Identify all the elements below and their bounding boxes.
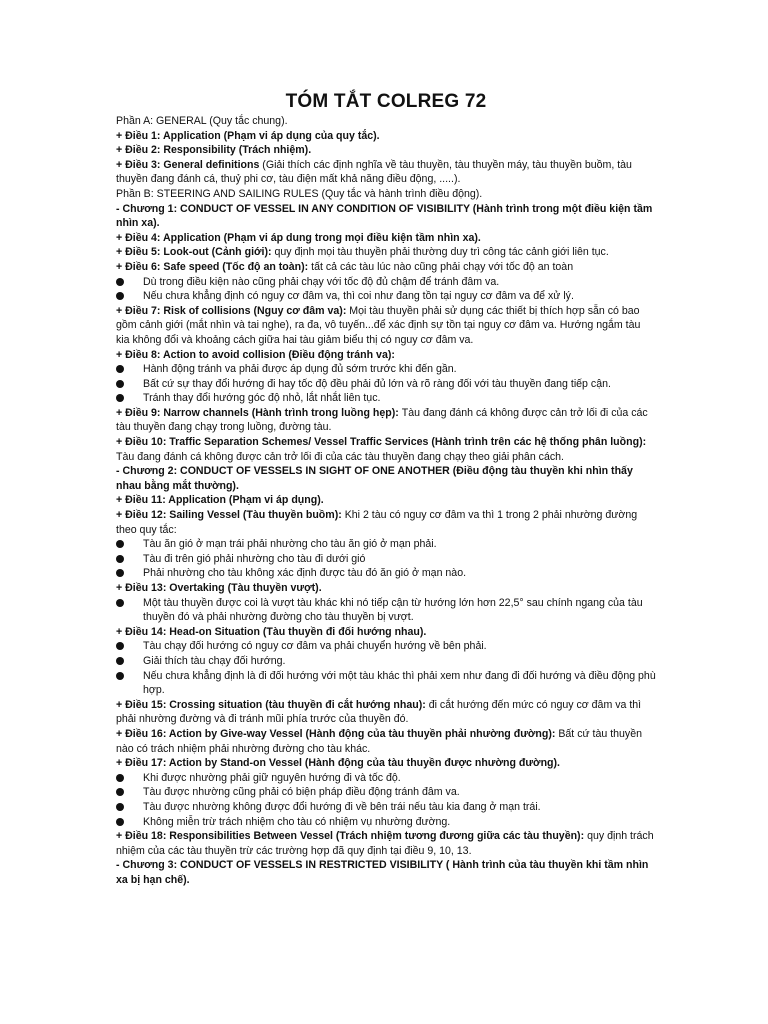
bold-text: - Chương 3: CONDUCT OF VESSELS IN RESTRICTED VISIBILITY ( Hành trình của tàu thuyền khi tầm nhìn xa bị hạn chế). bbox=[116, 859, 649, 886]
text-line bbox=[116, 581, 656, 596]
bullet-icon bbox=[116, 788, 124, 796]
text-line bbox=[116, 304, 656, 348]
bullet-icon bbox=[116, 599, 124, 607]
bullet-icon bbox=[116, 803, 124, 811]
bullet-icon bbox=[116, 642, 124, 650]
body-text: Một tàu thuyền được coi là vượt tàu khác khi nó tiếp cận từ hướng lớn hơn 22,5° sau chính ngang của tàu thuyền đó và phải nhường đường cho tàu thuyền bị vượt. bbox=[143, 596, 643, 624]
bullet-icon bbox=[116, 292, 124, 300]
body-text: Khi 2 tàu có nguy cơ đâm va thì 1 trong 2 phải nhường đường theo quy tắc: bbox=[116, 509, 638, 536]
text-line bbox=[116, 187, 656, 202]
text-line bbox=[116, 202, 656, 231]
bullet-icon bbox=[116, 569, 124, 577]
bullet-icon bbox=[116, 672, 124, 680]
body-text: quy định trách nhiệm của các tàu thuyền trừ các trường hợp đã quy định tại điều 9, 10, 13. bbox=[116, 830, 654, 857]
bullet-item bbox=[116, 771, 656, 786]
bullet-item bbox=[116, 639, 656, 654]
bold-text: + Điều 16: Action by Give-way Vessel (Hành động của tàu thuyền phải nhường đường): bbox=[116, 727, 559, 740]
body-text: Tàu ăn gió ở mạn trái phải nhường cho tàu ăn gió ở mạn phải. bbox=[143, 538, 437, 551]
body-text: Mọi tàu thuyền phải sử dụng các thiết bị thích hợp sẵn có bao gồm cảnh giới (mắt nhìn và tai nghe), ra đa, vô tuyến...để xác định sự tồn tại nguy cơ đâm va. Hướng ngắm tàu kia không đổi và khoảng cách giữa hai tàu giảm biểu thị có nguy cơ đâm va. bbox=[116, 304, 641, 346]
text-line bbox=[116, 348, 656, 363]
body-text: tất cả các tàu lúc nào cũng phải chạy với tốc độ an toàn bbox=[311, 260, 574, 273]
bullet-item bbox=[116, 669, 656, 698]
bullet-icon bbox=[116, 774, 124, 782]
bold-text: + Điều 13: Overtaking (Tàu thuyền vượt). bbox=[116, 582, 322, 594]
body-text: Phần A: GENERAL (Quy tắc chung). bbox=[116, 115, 288, 127]
text-line bbox=[116, 464, 656, 493]
text-line bbox=[116, 625, 656, 640]
body-text: Nếu chưa khẳng định có nguy cơ đâm va, thì coi như đang tồn tại nguy cơ đâm va để xử lý. bbox=[143, 290, 574, 303]
body-text: Dù trong điều kiện nào cũng phải chạy với tốc độ đủ chậm để tránh đâm va. bbox=[143, 275, 500, 288]
bullet-icon bbox=[116, 555, 124, 563]
text-line bbox=[116, 727, 656, 756]
text-line bbox=[116, 129, 656, 144]
bold-text: + Điều 17: Action by Stand-on Vessel (Hành động của tàu thuyền được nhường đường). bbox=[116, 757, 560, 770]
body-text: quy định mọi tàu thuyền phải thường duy trì công tác cảnh giới liên tục. bbox=[274, 246, 609, 259]
text-line bbox=[116, 493, 656, 508]
text-line bbox=[116, 231, 656, 246]
bold-text: + Điều 8: Action to avoid collision (Điều động tránh va): bbox=[116, 348, 395, 361]
body-text: Giải thích tàu chạy đối hướng. bbox=[143, 654, 286, 667]
bold-text: - Chương 2: CONDUCT OF VESSELS IN SIGHT OF ONE ANOTHER (Điều động tàu thuyền khi nhìn thấy nhau bằng mắt thường). bbox=[116, 465, 633, 492]
text-line bbox=[116, 858, 656, 887]
bold-text: + Điều 9: Narrow channels (Hành trình trong luồng hẹp): bbox=[116, 406, 402, 419]
body-text: Hành động tránh va phải được áp dụng đủ sớm trước khi đến gần. bbox=[143, 363, 457, 376]
bullet-icon bbox=[116, 380, 124, 388]
text-line bbox=[116, 114, 656, 129]
bullet-item bbox=[116, 785, 656, 800]
bullet-item bbox=[116, 815, 656, 830]
bullet-item bbox=[116, 552, 656, 567]
bullet-icon bbox=[116, 657, 124, 665]
body-text: Bất cứ tàu thuyền nào có trách nhiệm phải nhường đường cho tàu khác. bbox=[116, 727, 642, 755]
body-text: (Giải thích các định nghĩa về tàu thuyền, tàu thuyền máy, tàu thuyền buồm, tàu thuyền đang đánh cá, thuỷ phi cơ, tàu điện mất khả năng điều động, .....). bbox=[116, 158, 632, 186]
document-title: TÓM TẮT COLREG 72 bbox=[285, 91, 487, 112]
bold-text: + Điều 2: Responsibility (Trách nhiệm). bbox=[116, 144, 312, 157]
bold-text: + Điều 3: General definitions bbox=[116, 158, 263, 171]
body-text: Bất cứ sự thay đổi hướng đi hay tốc độ đều phải đủ lớn và rõ ràng đối với tàu thuyền đang tiếp cận. bbox=[143, 377, 611, 390]
bullet-icon bbox=[116, 365, 124, 373]
bullet-item bbox=[116, 289, 656, 304]
text-line bbox=[116, 698, 656, 727]
bold-text: - Chương 1: CONDUCT OF VESSEL IN ANY CONDITION OF VISIBILITY (Hành trình trong một điều kiện tầm nhìn xa). bbox=[116, 202, 653, 230]
body-text: Tàu được nhường không được đổi hướng đi về bên trái nếu tàu kia đang ở mạn trái. bbox=[143, 800, 541, 813]
bold-text: + Điều 15: Crossing situation (tàu thuyền đi cắt hướng nhau): bbox=[116, 698, 429, 711]
body-text: Nếu chưa khẳng định là đi đối hướng với một tàu khác thì phải xem như đang đi đối hướng và điều động phù hợp. bbox=[143, 669, 656, 697]
bullet-icon bbox=[116, 278, 124, 286]
text-line bbox=[116, 158, 656, 187]
bullet-item bbox=[116, 596, 656, 625]
bullet-item bbox=[116, 362, 656, 377]
body-text: Tàu chạy đối hướng có nguy cơ đâm va phải chuyển hướng về bên phải. bbox=[143, 640, 487, 653]
bullet-icon bbox=[116, 818, 124, 826]
bullet-item bbox=[116, 566, 656, 581]
document-body bbox=[116, 114, 656, 887]
bold-text: + Điều 18: Responsibilities Between Vessel (Trách nhiệm tương đương giữa các tàu thuyền): bbox=[116, 830, 588, 843]
body-text: Tàu được nhường cũng phải có biện pháp điều động tránh đâm va. bbox=[143, 786, 460, 799]
body-text: Tàu đang đánh cá không được cản trở lối đi của các tàu thuyền đang chạy trong luồng, đường tàu. bbox=[116, 406, 648, 434]
bold-text: + Điều 5: Look-out (Cảnh giới): bbox=[116, 246, 275, 259]
bullet-item bbox=[116, 654, 656, 669]
bold-text: + Điều 11: Application (Phạm vi áp dụng). bbox=[116, 494, 324, 507]
bold-text: + Điều 14: Head-on Situation (Tàu thuyền đi đối hướng nhau). bbox=[116, 625, 427, 638]
body-text: Phần B: STEERING AND SAILING RULES (Quy tắc và hành trình điều động). bbox=[116, 187, 483, 200]
body-text: Khi được nhường phải giữ nguyên hướng đi và tốc độ. bbox=[143, 771, 401, 784]
bullet-item bbox=[116, 800, 656, 815]
text-line bbox=[116, 406, 656, 435]
body-text: đi cắt hướng đến mức có nguy cơ đâm va thì phải nhường đường và đi tránh mũi phía trước của thuyền đó. bbox=[116, 698, 642, 726]
body-text: Không miễn trừ trách nhiệm cho tàu có nhiệm vụ nhường đường. bbox=[143, 815, 451, 828]
bold-text: + Điều 6: Safe speed (Tốc độ an toàn): bbox=[116, 260, 312, 273]
body-text: Tàu đang đánh cá không được cản trở lối đi của các tàu thuyền đang chạy theo giải phân cách. bbox=[116, 450, 564, 463]
text-line bbox=[116, 260, 656, 275]
bold-text: + Điều 7: Risk of collisions (Nguy cơ đâm va): bbox=[116, 304, 350, 317]
bullet-icon bbox=[116, 394, 124, 402]
body-text: Tàu đi trên gió phải nhường cho tàu đi dưới gió bbox=[143, 552, 366, 565]
bullet-item bbox=[116, 275, 656, 290]
bullet-item bbox=[116, 391, 656, 406]
text-line bbox=[116, 143, 656, 158]
text-line bbox=[116, 756, 656, 771]
bold-text: + Điều 1: Application (Phạm vi áp dụng của quy tắc). bbox=[116, 129, 380, 142]
text-line bbox=[116, 829, 656, 858]
text-line bbox=[116, 508, 656, 537]
text-line bbox=[116, 245, 656, 260]
bullet-item bbox=[116, 377, 656, 392]
bold-text: + Điều 12: Sailing Vessel (Tàu thuyền buồm): bbox=[116, 509, 345, 522]
bullet-icon bbox=[116, 540, 124, 548]
bold-text: + Điều 10: Traffic Separation Schemes/ Vessel Traffic Services (Hành trình trên các hệ thống phân luồng): bbox=[116, 436, 647, 449]
body-text: Phải nhường cho tàu không xác định được tàu đó ăn gió ở mạn nào. bbox=[143, 567, 467, 580]
body-text: Tránh thay đổi hướng góc độ nhỏ, lắt nhắt liên tục. bbox=[143, 392, 381, 405]
bold-text: + Điều 4: Application (Phạm vi áp dung trong mọi điều kiện tầm nhìn xa). bbox=[116, 231, 481, 244]
bullet-item bbox=[116, 537, 656, 552]
text-line bbox=[116, 435, 656, 464]
